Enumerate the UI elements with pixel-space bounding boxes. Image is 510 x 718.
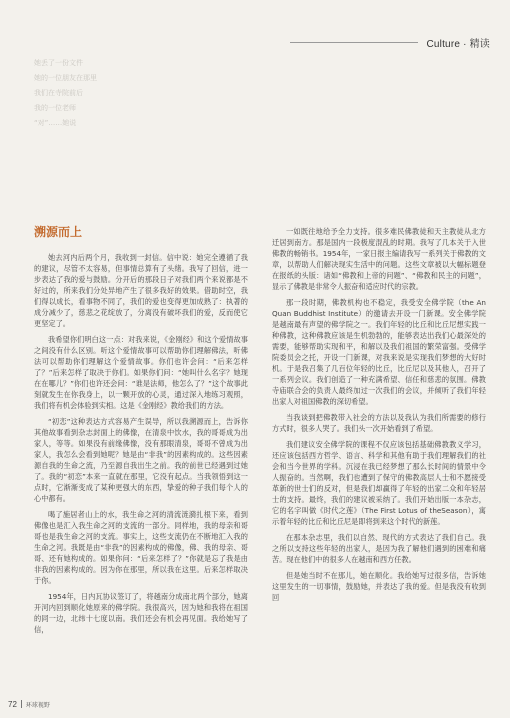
paragraph: 但是她当时不在那儿，她在顺化。我给她写过很多信，告诉她这里发生的一切事情，鼓励她，并表达了我的爱。但是我没有收到回 <box>272 571 486 602</box>
page-number: 72 <box>8 699 17 709</box>
paragraph: 1954年，日内瓦协议签订了，将越南分成南北两个部分，她离开河内回到顺化她原来的佛学院。我很高兴，因为她和我将在祖国的同一边，北纬十七度以南。我们还会有机会再见面。我给她写了信， <box>34 592 248 634</box>
paragraph: 当我谈到把佛教带入社会的方法以及我认为我们所需要的修行方式时，很多人哭了。我们头一次开始看到了希望。 <box>272 413 486 433</box>
header-rule <box>290 42 418 43</box>
faint-line: 她的一位朋友在那里 <box>34 74 97 82</box>
paragraph: 一如既往地给予全力支持。很多难民佛教徒和天主教徒从北方迁居到南方。那是国内一段极度混乱的时期。我写了几本关于入世佛教的畅销书。1954年，一家日报主编请我写一系列关于佛教的文章，以帮助人们解决现实生活中的问题。这些文章被以大幅标题登在报纸的头版：诸如“佛教和上帝的问题”、“佛教和民主的问题”，显示了佛教是非常令人振奋和适应时代的宗教。 <box>272 227 486 291</box>
paragraph: 喝了施居者山上的水，我生命之河的清流涟漪扎根下来，看到佛像也是汇入我生命之河的支流的一部分。同样地，我的母亲和哥哥也是我生命之河的支流。事实上，这些支流仍在不断地汇入我的生命之河。我既是由“非我”的因素构成的佛像，佛、我的母亲、哥哥、还有她构成的。如果你问：“后来怎样了？”你就是忘了我是由非我的因素构成的。因为你在那里，所以我在这里。后来怎样取决于你。 <box>34 510 248 585</box>
faint-line: 我们在寺院前后 <box>34 89 83 97</box>
page-header <box>290 30 490 54</box>
section-label: Culture · 精读 <box>426 38 490 50</box>
page-footer <box>8 697 50 711</box>
magazine-name: 环球视野 <box>25 702 50 709</box>
faint-line: 她丢了一份文件 <box>34 59 83 67</box>
right-column <box>272 226 486 608</box>
paragraph: 我们建议安全佛学院的课程不仅应该包括基础佛教教义学习，还应该包括西方哲学、语言、科学和其他有助于我们理解我们的社会和当今世界的学科。沉浸在我已经梦想了那么长时间的情景中令人振奋的。当然啊，我们也遭到了保守的佛教高层人士和不愿接受革新的世士们的反对，但是我们却赢得了年轻的出家二众和年轻居士的支持。最终，我们的建议被采纳了。我们开始出版一本杂志，它的名字叫做《时代之莲》（The First Lotus of theSeason），寓示着年轻的比丘和比丘尼是即将到来这个时代的新莲。 <box>272 440 486 526</box>
section-title: 溯源而上 <box>34 225 83 239</box>
left-column <box>34 252 248 640</box>
footer-divider <box>21 700 22 708</box>
paragraph: “初恋”这种表达方式容易产生误导，所以我溯源而上，告诉你其他故事看到杂志封面上的佛像，在清泉中饮水，我的哥哥成为出家人，等等。如果没有前缘佛像，没有那眼清泉，哥哥不曾成为出家人，我怎么会看到她呢？她是由“非我”的因素构成的。这些因素源自我的生命之流，乃至源自我出生之前。我的前世已经遇到过她了。我的“初恋”本来一直就在那里，它没有起点。当我领悟到这一点时，它渐渐变成了某种更强大的东西，挚爱的种子我们每个人的心中都有。 <box>34 417 248 503</box>
paragraph: 我希望你们明白这一点：对我来说，《金刚经》和这个爱情故事之间没有什么区别。听这个爱情故事可以帮助你们理解佛法，听佛法可以帮助你们理解这个爱情故事。你们也许会问：“后来怎样了？”后来怎样了取决于你们。如果你们问：“她叫什么名字？她现在在哪儿？”你们也许还会问：“谁是法师，他怎么了？”这个故事此刻就发生在你我身上，以一颗开放的心灵，通过深入地练习观照，我们将有机会体验到实相。这是《金刚经》教给我们的方法。 <box>34 335 248 410</box>
paragraph: 那一段时期，佛教机构也不稳定，我受安全佛学院（the An Quan Buddhist Institute）的邀请去开设一门新课。安全佛学院是越南最有声望的佛学院之一。我们年轻的比丘和比丘尼想实践一种佛教，这种佛教应该是生机勃勃的，能够表达出我们心最深处的需要，能够帮助实现和平，和解以及我们祖国的繁荣富强。受佛学院委员会之托，开设一门新课，对我来说是实现我们梦想的大好时机。于是我召集了几百位年轻的比丘，比丘尼以及其他人，召开了一系列会议。我们创造了一种充满希望、信任和慈悲的氛围。佛教寺庙联合会的负责人最终加过一次我们的会议，并倾听了我们年轻出家人对祖国佛教的深切希望。 <box>272 298 486 406</box>
paragraph: 她去河内后两个月，我收到一封信。信中说：她完全遵循了我的建议，尽管不太容易，但事情总算有了头绪。我写了回信，进一步表达了我的爱与鼓励。分开后的那段日子对我们两个来说都是不好过的，所来我们分处异地产生了很多我好的效果。借助时空，我们得以成长，看事物不同了，我们的爱也变得更加成熟了：执著的成分减少了，慈悲之花绽放了，分离没有破坏我们的爱，反而使它更坚定了。 <box>34 253 248 328</box>
paragraph: 在那本杂志里，我们以自然、现代的方式表达了我们自己。我之所以支持这些年轻的出家人，是因为我了解他们遇到的困难和痛苦。现在他们中的很多人在越南和西方任教。 <box>272 533 486 564</box>
faint-line: “对”……她说 <box>34 119 77 127</box>
faint-bleedthrough-text <box>34 58 244 228</box>
faint-line: 我的一位老师 <box>34 104 76 112</box>
